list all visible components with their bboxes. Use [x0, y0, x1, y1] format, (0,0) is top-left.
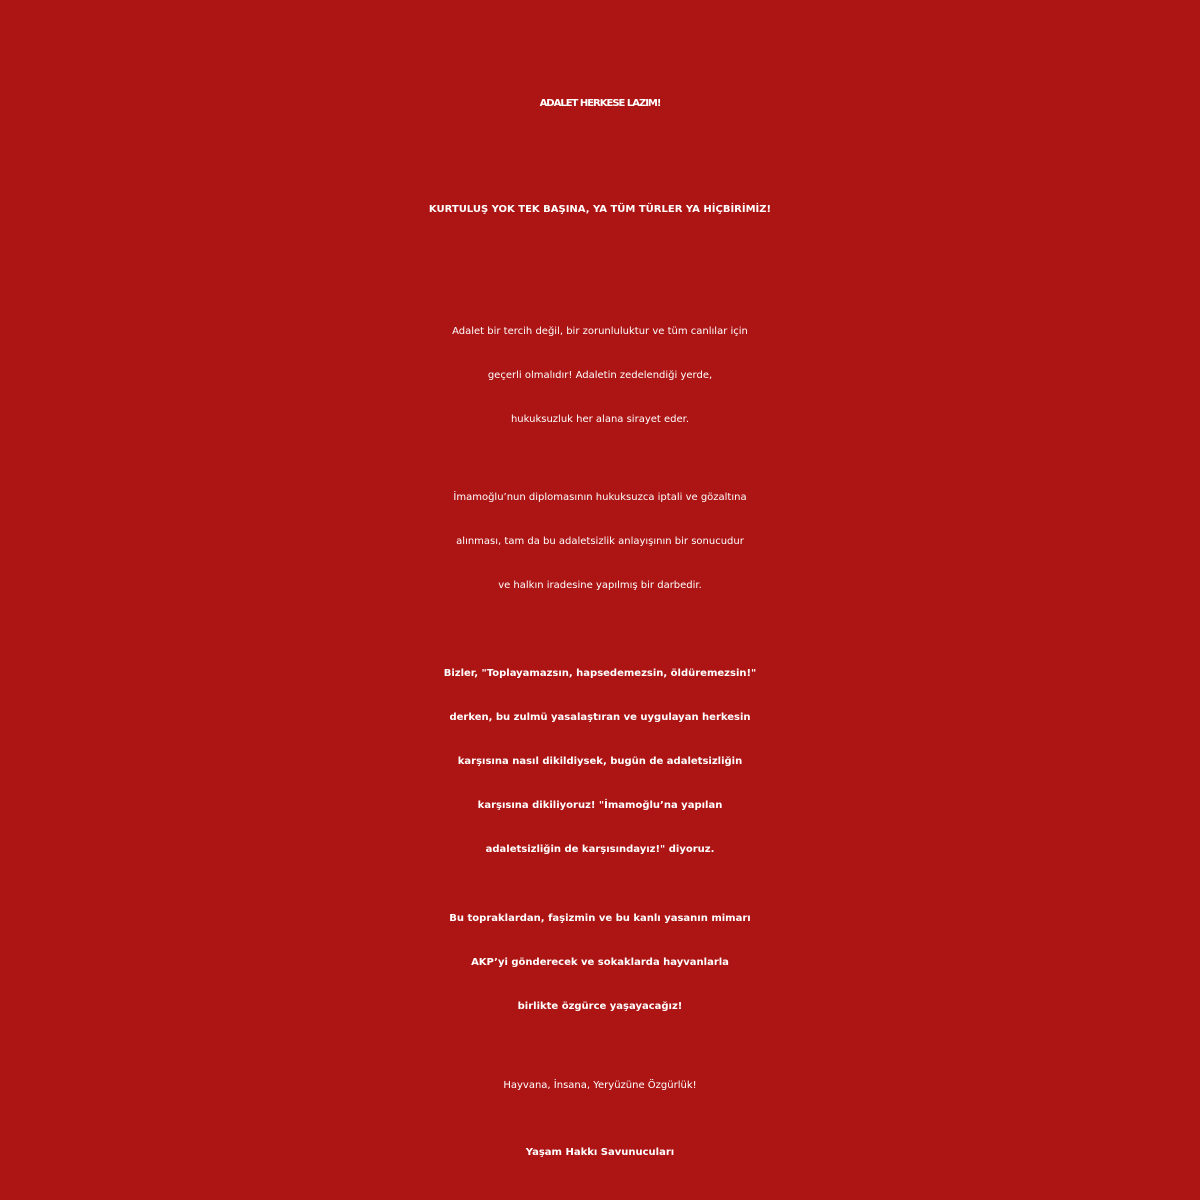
signature: Yaşam Hakkı Savunucuları — [525, 1147, 675, 1158]
paragraph-line: hukuksuzluk her alana sirayet eder. — [510, 414, 690, 425]
paragraph-line: karşısına nasıl dikildiysek, bugün de adaletsizliğin — [457, 756, 743, 767]
closing-slogan: Hayvana, İnsana, Yeryüzüne Özgürlük! — [503, 1080, 697, 1091]
paragraph-line: Bu topraklardan, faşizmin ve bu kanlı yasanın mimarı — [449, 913, 751, 924]
paragraph-line: Adalet bir tercih değil, bir zorunluluktur ve tüm canlılar için — [452, 326, 748, 337]
paragraph-justice-necessity — [0, 310, 1200, 442]
paragraph-line: karşısına dikiliyoruz! "İmamoğlu’na yapılan — [477, 800, 723, 811]
paragraph-freedom-vow — [0, 897, 1200, 1029]
paragraph-stance — [0, 652, 1200, 872]
paragraph-imamoglu — [0, 476, 1200, 608]
paragraph-line: İmamoğlu’nun diplomasının hukuksuzca iptali ve gözaltına — [453, 492, 747, 503]
paragraph-line: birlikte özgürce yaşayacağız! — [517, 1001, 683, 1012]
paragraph-line: geçerli olmalıdır! Adaletin zedelendiği yerde, — [487, 370, 713, 381]
poster-title: ADALET HERKESE LAZIM! — [539, 98, 661, 109]
paragraph-line: alınması, tam da bu adaletsizlik anlayışının bir sonucudur — [456, 536, 744, 547]
paragraph-line: ve halkın iradesine yapılmış bir darbedir. — [498, 580, 702, 591]
paragraph-line: derken, bu zulmü yasalaştıran ve uygulayan herkesin — [449, 712, 751, 723]
poster-subtitle: KURTULUŞ YOK TEK BAŞINA, YA TÜM TÜRLER YA HİÇBİRİMİZ! — [428, 204, 772, 215]
paragraph-line: adaletsizliğin de karşısındayız!" diyoruz. — [485, 844, 715, 855]
paragraph-line: AKP’yi gönderecek ve sokaklarda hayvanlarla — [471, 957, 729, 968]
paragraph-line: Bizler, "Toplayamazsın, hapsedemezsin, öldüremezsin!" — [443, 668, 757, 679]
